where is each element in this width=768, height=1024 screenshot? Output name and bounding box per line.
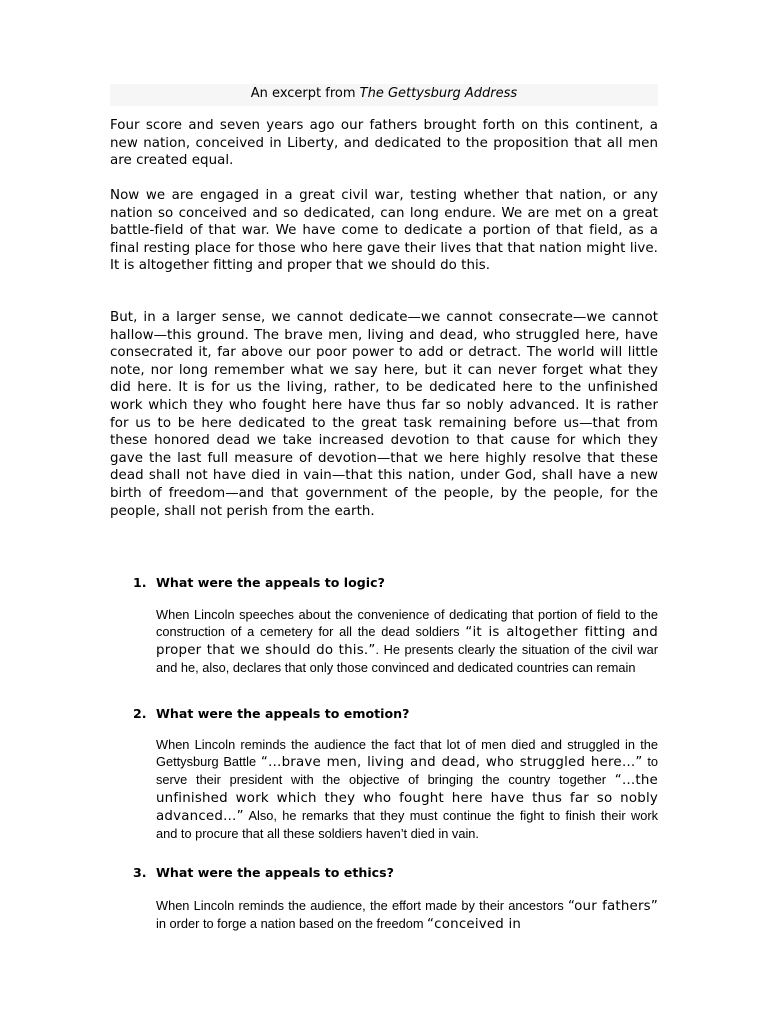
address-paragraph-3: But, in a larger sense, we cannot dedicate—we cannot consecrate—we cannot hallow—this ground. The brave men, living and dead, who struggled here, have consecrated it, far above our poor power to add or detract. The world will little note, nor long remember what we say here, but it can never forget what they did here. It is for us the living, rather, to be dedicated here to the unfinished work which they who fought here have thus far so nobly advanced. It is rather for us to be here dedicated to the great task remaining before us—that from these honored dead we take increased devotion to that cause for which they gave the last full measure of devotion—that we here highly resolve that these dead shall not have died in vain—that this nation, under God, shall have a new birth of freedom—and that government of the people, by the people, for the people, shall not perish from the earth. xyxy=(110,310,658,519)
title-prefix: An excerpt from xyxy=(250,86,360,101)
question-number: 2. xyxy=(133,706,147,721)
answer-2 xyxy=(156,736,658,843)
answer-quote: “…brave men, living and dead, who struggled here…” xyxy=(260,755,643,771)
answer-3 xyxy=(156,897,658,933)
answer-text: . He presents clearly the situation of the civil war and he, also, declares that only those convinced and dedicated countries can remain xyxy=(156,642,658,676)
document-title xyxy=(110,84,658,106)
question-number: 1. xyxy=(133,575,147,590)
answer-text: When Lincoln reminds the audience the fact that lot of men died and struggled in the Gettysburg Battle xyxy=(156,737,658,770)
answer-text: When Lincoln reminds the audience, the effort made by their ancestors xyxy=(156,898,568,913)
question-1 xyxy=(133,574,653,592)
question-text: What were the appeals to emotion? xyxy=(156,706,410,721)
question-3 xyxy=(133,864,653,882)
answer-quote: “…the unfinished work which they who fought here have thus far so nobly advanced…” xyxy=(156,773,658,825)
address-paragraph-2: Now we are engaged in a great civil war, testing whether that nation, or any nation so conceived and so dedicated, can long endure. We are met on a great battle-field of that war. We have come to dedicate a portion of that field, as a final resting place for those who here gave their lives that that nation might live. It is altogether fitting and proper that we should do this. xyxy=(110,188,658,274)
answer-1 xyxy=(156,606,658,676)
question-number: 3. xyxy=(133,865,147,880)
question-2 xyxy=(133,705,653,723)
answer-quote: “conceived in xyxy=(427,917,522,933)
question-text: What were the appeals to ethics? xyxy=(156,865,394,880)
answer-text: in order to forge a nation based on the freedom xyxy=(156,916,428,932)
answer-text: When Lincoln speeches about the convenience of dedicating that portion of field to the construction of a cemetery for all the dead soldiers xyxy=(156,607,658,640)
answer-text: Also, he remarks that they must continue the fight to finish their work and to procure that all these soldiers haven’t died in vain. xyxy=(156,808,658,842)
address-paragraph-1: Four score and seven years ago our fathers brought forth on this continent, a new nation, conceived in Liberty, and dedicated to the proposition that all men are created equal. xyxy=(110,118,658,169)
title-work: The Gettysburg Address xyxy=(359,86,518,101)
answer-text: to serve their president with the objective of bringing the country together xyxy=(156,754,658,788)
question-text: What were the appeals to logic? xyxy=(156,575,385,590)
answer-quote: “our fathers” xyxy=(568,899,658,914)
answer-quote: “it is altogether fitting and proper that we should do this.” xyxy=(156,625,658,659)
